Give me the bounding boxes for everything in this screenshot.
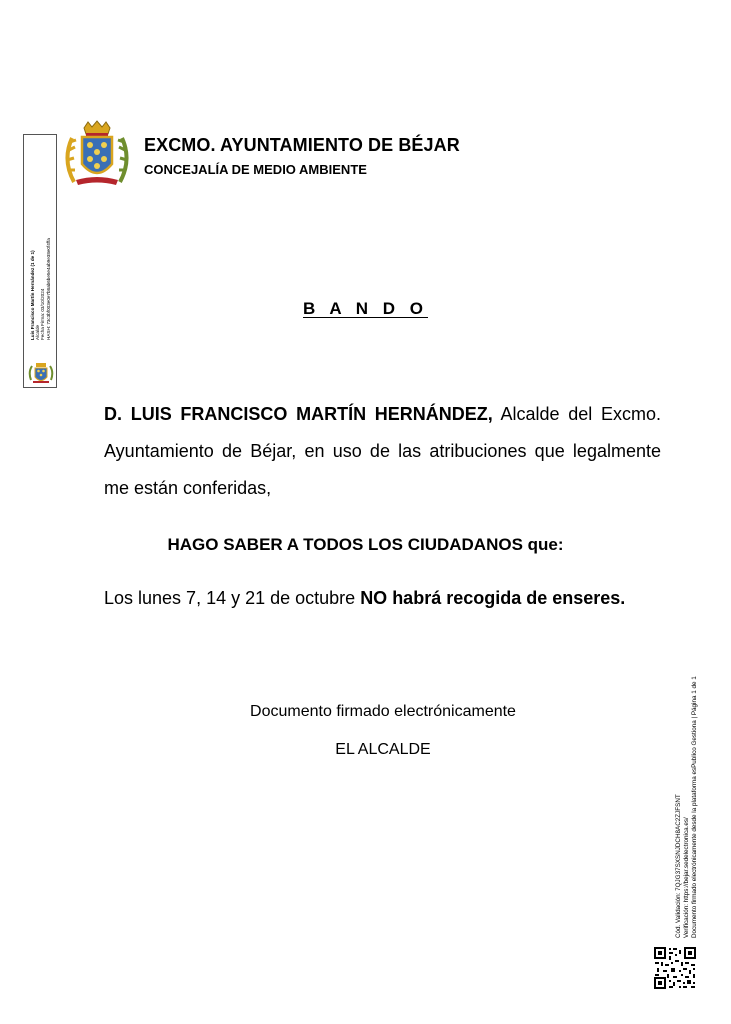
department-subtitle: CONCEJALÍA DE MEDIO AMBIENTE (144, 162, 367, 177)
town-crest-icon (62, 120, 132, 190)
notice-text: Los lunes 7, 14 y 21 de octubre (104, 588, 361, 608)
institution-title: EXCMO. AYUNTAMIENTO DE BÉJAR (144, 135, 460, 155)
intro-text: Alcalde del Excmo. Ayuntamiento de Béjar, en uso de las atribuciones que legalmente me están conferidas, (104, 404, 661, 498)
signature-seal-icon (27, 360, 55, 388)
announcement-line: HAGO SABER A TODOS LOS CIUDADANOS que: (167, 535, 564, 554)
signer-title: EL ALCALDE (335, 741, 431, 758)
signer-name: Luis Francisco Martín Hernández (1 de 1) (30, 250, 35, 340)
document-heading: B A N D O (303, 299, 428, 318)
validation-code: Cód. Validación: 7QJG37SXSNJDCH8AC2ZJFSNT (675, 794, 682, 938)
notice-emphasis: NO habrá recogida de enseres. (360, 588, 626, 608)
intro-paragraph (104, 396, 661, 507)
signer-role: Alcalde (35, 324, 41, 340)
signed-note: Documento firmado electrónicamente (250, 703, 516, 720)
signature-date: Fecha Firma: 03/10/2024 (40, 288, 46, 340)
signature-hash: HASH: 73c3bf003e0e7b8ab6be5e4ab9e38e0f4ffa (45, 238, 51, 340)
mayor-name: D. LUIS FRANCISCO MARTÍN HERNÁNDEZ, (104, 404, 493, 424)
verification-url: Verificación: https://bejar.sedelectronica.es/ (683, 817, 690, 938)
qr-code-icon (653, 946, 697, 990)
notice-paragraph (104, 582, 661, 614)
verification-block (675, 676, 699, 938)
platform-note: Documento firmado electrónicamente desde la plataforma esPublico Gestiona | Página 1 de 1 (691, 676, 698, 938)
signature-details (30, 238, 51, 340)
